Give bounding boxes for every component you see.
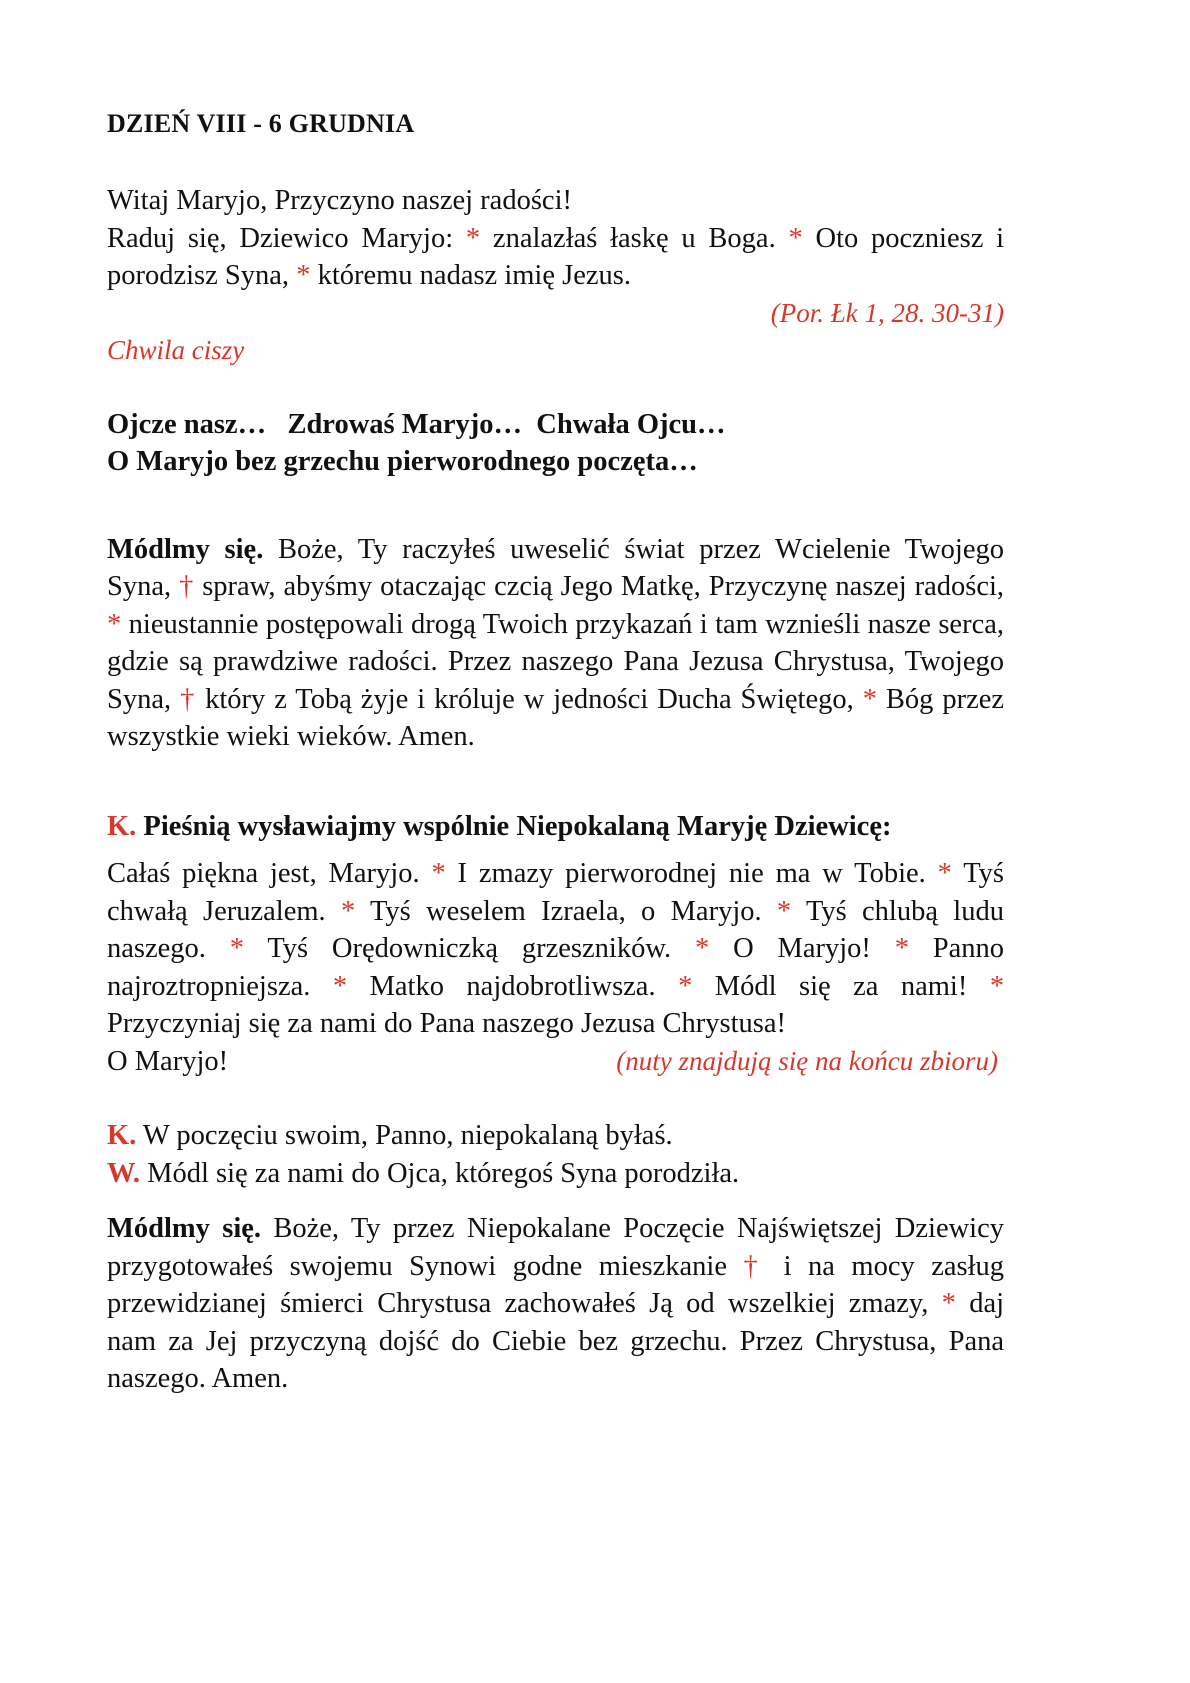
asterisk-marker: *: [678, 970, 693, 1002]
collect-seg: i na mocy zasług przewidzianej śmierci Chrystusa zachowałeś Ją od wszelkiej zmazy,: [107, 1250, 1005, 1319]
asterisk-marker: *: [332, 970, 348, 1002]
page-title: DZIEŃ VIII - 6 GRUDNIA: [107, 109, 415, 138]
antiphon-seg: Przyczyniaj się za nami do Pana naszego Jezusa Chrystusa!: [107, 1008, 787, 1039]
greeting-line: Witaj Maryjo, Przyczyno naszej radości!: [107, 185, 572, 216]
greeting-seg: Raduj się, Dziewico Maryjo:: [107, 222, 454, 254]
collect-seg: Bóg przez wszystkie wieki wieków. Amen.: [107, 683, 1005, 752]
antiphon-seg: Tyś Orędowniczką grzeszników.: [267, 933, 672, 964]
asterisk-marker: *: [229, 933, 244, 964]
antiphon-seg: Tyś weselem Izraela, o Maryjo.: [370, 895, 762, 927]
collect-lead: Módlmy się.: [107, 533, 264, 565]
hymn-intro-text: Pieśnią wysławiajmy wspólnie Niepokalaną Maryję Dziewicę:: [143, 810, 892, 842]
asterisk-marker: *: [107, 608, 122, 640]
antiphon-seg: O Maryjo!: [733, 933, 871, 964]
asterisk-marker: *: [862, 683, 877, 715]
asterisk-marker: *: [695, 933, 710, 964]
hymn-intro: [107, 808, 1004, 846]
collect-lead: Módlmy się.: [107, 1213, 262, 1244]
asterisk-marker: *: [431, 858, 446, 889]
asterisk-marker: *: [465, 222, 481, 254]
cantor-marker: K.: [107, 810, 137, 842]
prayers-list-line: Ojcze nasz… Zdrowaś Maryjo… Chwała Ojcu…: [107, 408, 726, 440]
antiphon-seg: I zmazy pierworodnej nie ma w Tobie.: [457, 858, 926, 889]
versicle-text: W poczęciu swoim, Panno, niepokalaną byłaś.: [142, 1120, 673, 1151]
prayers-list-line: O Maryjo bez grzechu pierworodnego poczęta…: [107, 446, 698, 477]
antiphon-seg: Panno najroztropniejsza.: [107, 933, 1005, 1002]
antiphon-seg: Tyś chwałą Jeruzalem.: [107, 858, 1005, 927]
cross-marker: †: [180, 683, 197, 715]
collect-seg: nieustannie postępowali drogą Twoich przykazań i tam wznieśli nasze serca, gdzie są prawdziwe radości. Przez naszego Pana Jezusa Chrystusa, Twojego Syna,: [107, 608, 1005, 715]
greeting-verse: [107, 220, 1004, 295]
collect-seg: daj nam za Jej przyczyną dojść do Ciebie bez grzechu. Przez Chrystusa, Pana naszego. Amen.: [107, 1288, 1005, 1394]
collect-seg: spraw, abyśmy otaczając czcią Jego Matkę, Przyczynę naszej radości,: [202, 571, 1005, 602]
response-text: Módl się za nami do Ojca, któregoś Syna porodziła.: [147, 1157, 740, 1189]
asterisk-marker: *: [937, 858, 952, 889]
asterisk-marker: *: [894, 933, 909, 964]
antiphon: [107, 855, 1004, 1080]
music-note-reference: (nuty znajdują się na końcu zbioru): [616, 1045, 998, 1076]
versicle-k: [107, 1117, 1004, 1155]
scripture-reference: (Por. Łk 1, 28. 30-31): [770, 297, 1004, 328]
asterisk-marker: *: [989, 970, 1005, 1002]
response-w: [107, 1155, 1004, 1193]
greeting-seg: znalazłaś łaskę u Boga.: [492, 222, 776, 254]
antiphon-body: [107, 855, 1004, 1043]
collect-seg: który z Tobą żyje i króluje w jedności Ducha Świętego,: [205, 683, 854, 715]
asterisk-marker: *: [340, 895, 356, 927]
antiphon-seg: Matko najdobrotliwsza.: [369, 970, 656, 1002]
asterisk-marker: *: [941, 1288, 956, 1319]
antiphon-last-line: [107, 1043, 1004, 1081]
antiphon-seg: Módl się za nami!: [714, 970, 968, 1002]
collect-prayer-1: [107, 531, 1004, 756]
antiphon-seg: O Maryjo!: [107, 1045, 229, 1077]
cantor-marker: K.: [107, 1120, 137, 1151]
greeting-seg: któremu nadasz imię Jezus.: [317, 260, 631, 291]
collect-seg: Boże, Ty przez Niepokalane Poczęcie Najświętszej Dziewicy przygotowałeś swojemu Synowi godne mieszkanie: [107, 1213, 1004, 1282]
antiphon-seg: Całaś piękna jest, Maryjo.: [107, 858, 420, 889]
collect-prayer-2: [107, 1210, 1004, 1398]
antiphon-seg: Tyś chlubą ludu naszego.: [107, 895, 1004, 964]
rubric-silence: Chwila ciszy: [107, 334, 245, 365]
asterisk-marker: *: [788, 222, 803, 254]
asterisk-marker: *: [296, 260, 311, 291]
response-marker: W.: [107, 1157, 141, 1189]
cross-marker: †: [743, 1250, 768, 1282]
cross-marker: †: [179, 571, 195, 602]
document-page: [107, 104, 1004, 1398]
collect-seg: Boże, Ty raczyłeś uweselić świat przez Wcielenie Twojego Syna,: [107, 533, 1004, 602]
greeting-seg: Oto poczniesz i porodzisz Syna,: [107, 222, 1005, 291]
asterisk-marker: *: [776, 895, 792, 927]
